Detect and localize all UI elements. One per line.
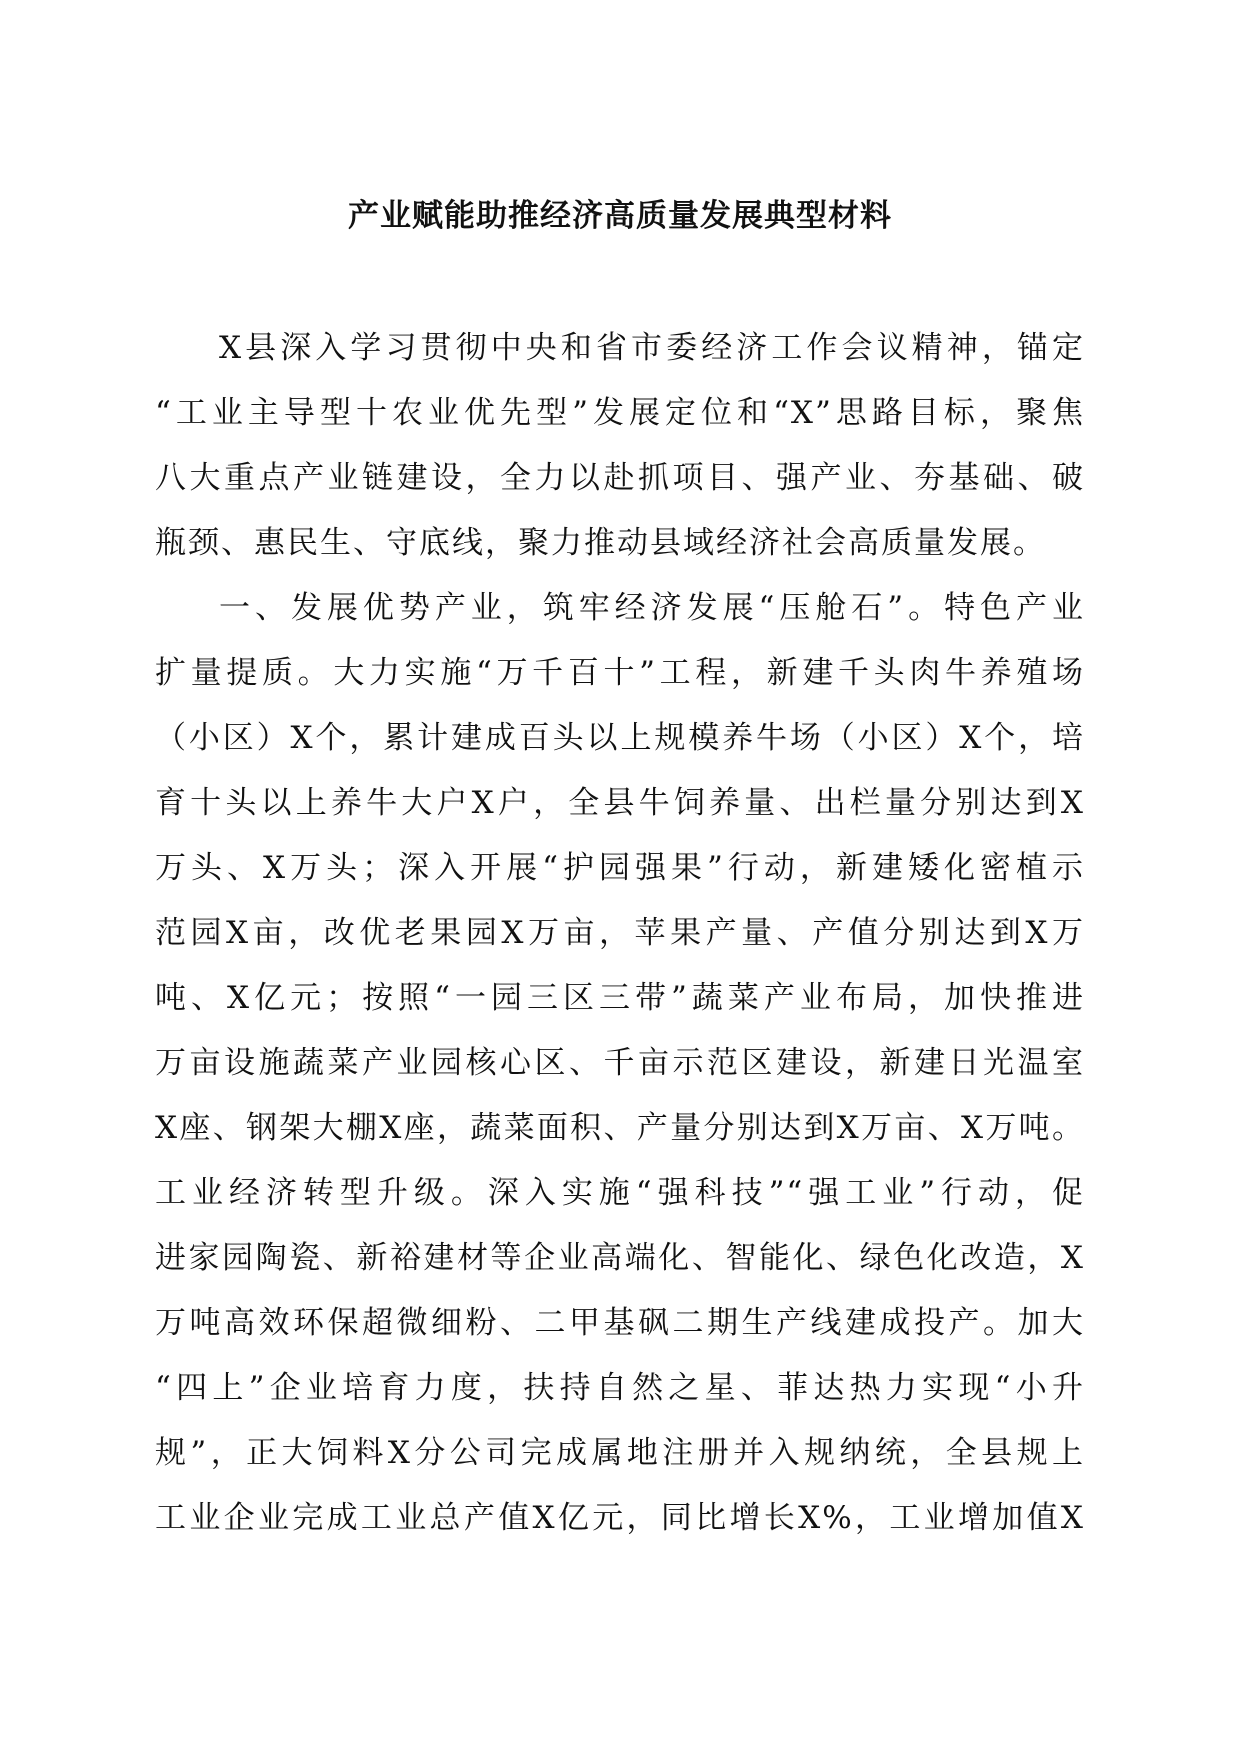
text-line: 范园X亩，改优老果园X万亩，苹果产量、产值分别达到X万 — [155, 915, 1085, 951]
text-line: 工业经济转型升级。深入实施“强科技”“强工业”行动，促 — [155, 1175, 1085, 1211]
document-title: 产业赋能助推经济高质量发展典型材料 — [348, 198, 892, 234]
text-line: “四上”企业培育力度，扶持自然之星、菲达热力实现“小升 — [155, 1370, 1085, 1406]
document-body — [155, 316, 1085, 1551]
text-line: 八大重点产业链建设，全力以赴抓项目、强产业、夯基础、破 — [155, 460, 1085, 496]
text-line: 瓶颈、惠民生、守底线，聚力推动县域经济社会高质量发展。 — [155, 525, 1046, 561]
text-line: （小区）X个，累计建成百头以上规模养牛场（小区）X个，培 — [155, 720, 1085, 756]
text-line: 万吨高效环保超微细粉、二甲基砜二期生产线建成投产。加大 — [155, 1305, 1085, 1341]
text-line: X县深入学习贯彻中央和省市委经济工作会议精神，锚定 — [219, 330, 1085, 366]
text-line: 育十头以上养牛大户X户，全县牛饲养量、出栏量分别达到X — [155, 785, 1085, 821]
text-line: 万亩设施蔬菜产业园核心区、千亩示范区建设，新建日光温室 — [155, 1045, 1085, 1081]
text-line: 吨、X亿元；按照“一园三区三带”蔬菜产业布局，加快推进 — [155, 980, 1085, 1016]
text-line: 万头、X万头；深入开展“护园强果”行动，新建矮化密植示 — [155, 850, 1085, 886]
text-line: “工业主导型十农业优先型”发展定位和“X”思路目标，聚焦 — [155, 395, 1085, 431]
text-line: 工业企业完成工业总产值X亿元，同比增长X%，工业增加值X — [155, 1500, 1085, 1536]
text-line: 进家园陶瓷、新裕建材等企业高端化、智能化、绿色化改造，X — [155, 1240, 1085, 1276]
text-line: 扩量提质。大力实施“万千百十”工程，新建千头肉牛养殖场 — [155, 655, 1085, 691]
text-line: X座、钢架大棚X座，蔬菜面积、产量分别达到X万亩、X万吨。 — [155, 1110, 1085, 1146]
text-line: 一、发展优势产业，筑牢经济发展“压舱石”。特色产业 — [219, 590, 1085, 626]
text-line: 规”，正大饲料X分公司完成属地注册并入规纳统，全县规上 — [155, 1435, 1085, 1471]
